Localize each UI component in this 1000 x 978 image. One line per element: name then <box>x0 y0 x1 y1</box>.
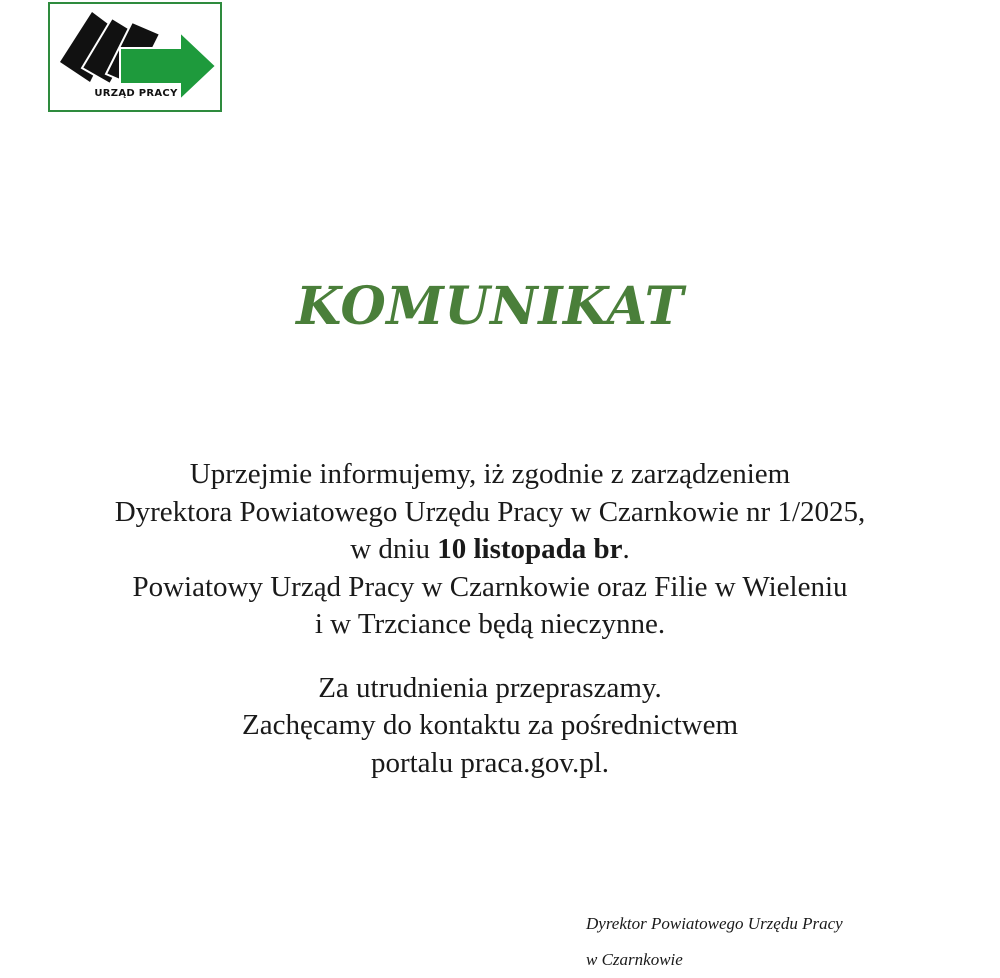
message-line-8: portalu praca.gov.pl. <box>370 746 610 779</box>
message-line-3-prefix: w dniu <box>350 533 438 565</box>
signature <box>586 906 843 978</box>
closure-date: 10 listopada br <box>437 533 623 565</box>
message-line-4: Powiatowy Urząd Pracy w Czarnkowie oraz Filie w Wieleniu <box>132 570 848 603</box>
message-line-3 <box>0 531 980 569</box>
signature-line-1: Dyrektor Powiatowego Urzędu Pracy <box>586 914 843 933</box>
message-line-7: Zachęcamy do kontaktu za pośrednictwem <box>241 709 739 741</box>
logo-text: URZĄD PRACY <box>94 88 178 99</box>
paragraph-gap <box>0 644 980 670</box>
message-line-3-suffix: . <box>622 533 630 565</box>
message-line-5: i w Trzciance będą nieczynne. <box>314 608 666 640</box>
message-line-2: Dyrektora Powiatowego Urzędu Pracy w Czarnkowie nr 1/2025, <box>114 495 866 528</box>
logo <box>48 2 222 112</box>
message-line-6: Za utrudnienia przepraszamy. <box>318 671 662 704</box>
message-line-1: Uprzejmie informujemy, iż zgodnie z zarządzeniem <box>189 458 791 490</box>
page-title: KOMUNIKAT <box>296 276 684 337</box>
announcement-body <box>0 456 980 782</box>
signature-line-2: w Czarnkowie <box>586 950 683 969</box>
